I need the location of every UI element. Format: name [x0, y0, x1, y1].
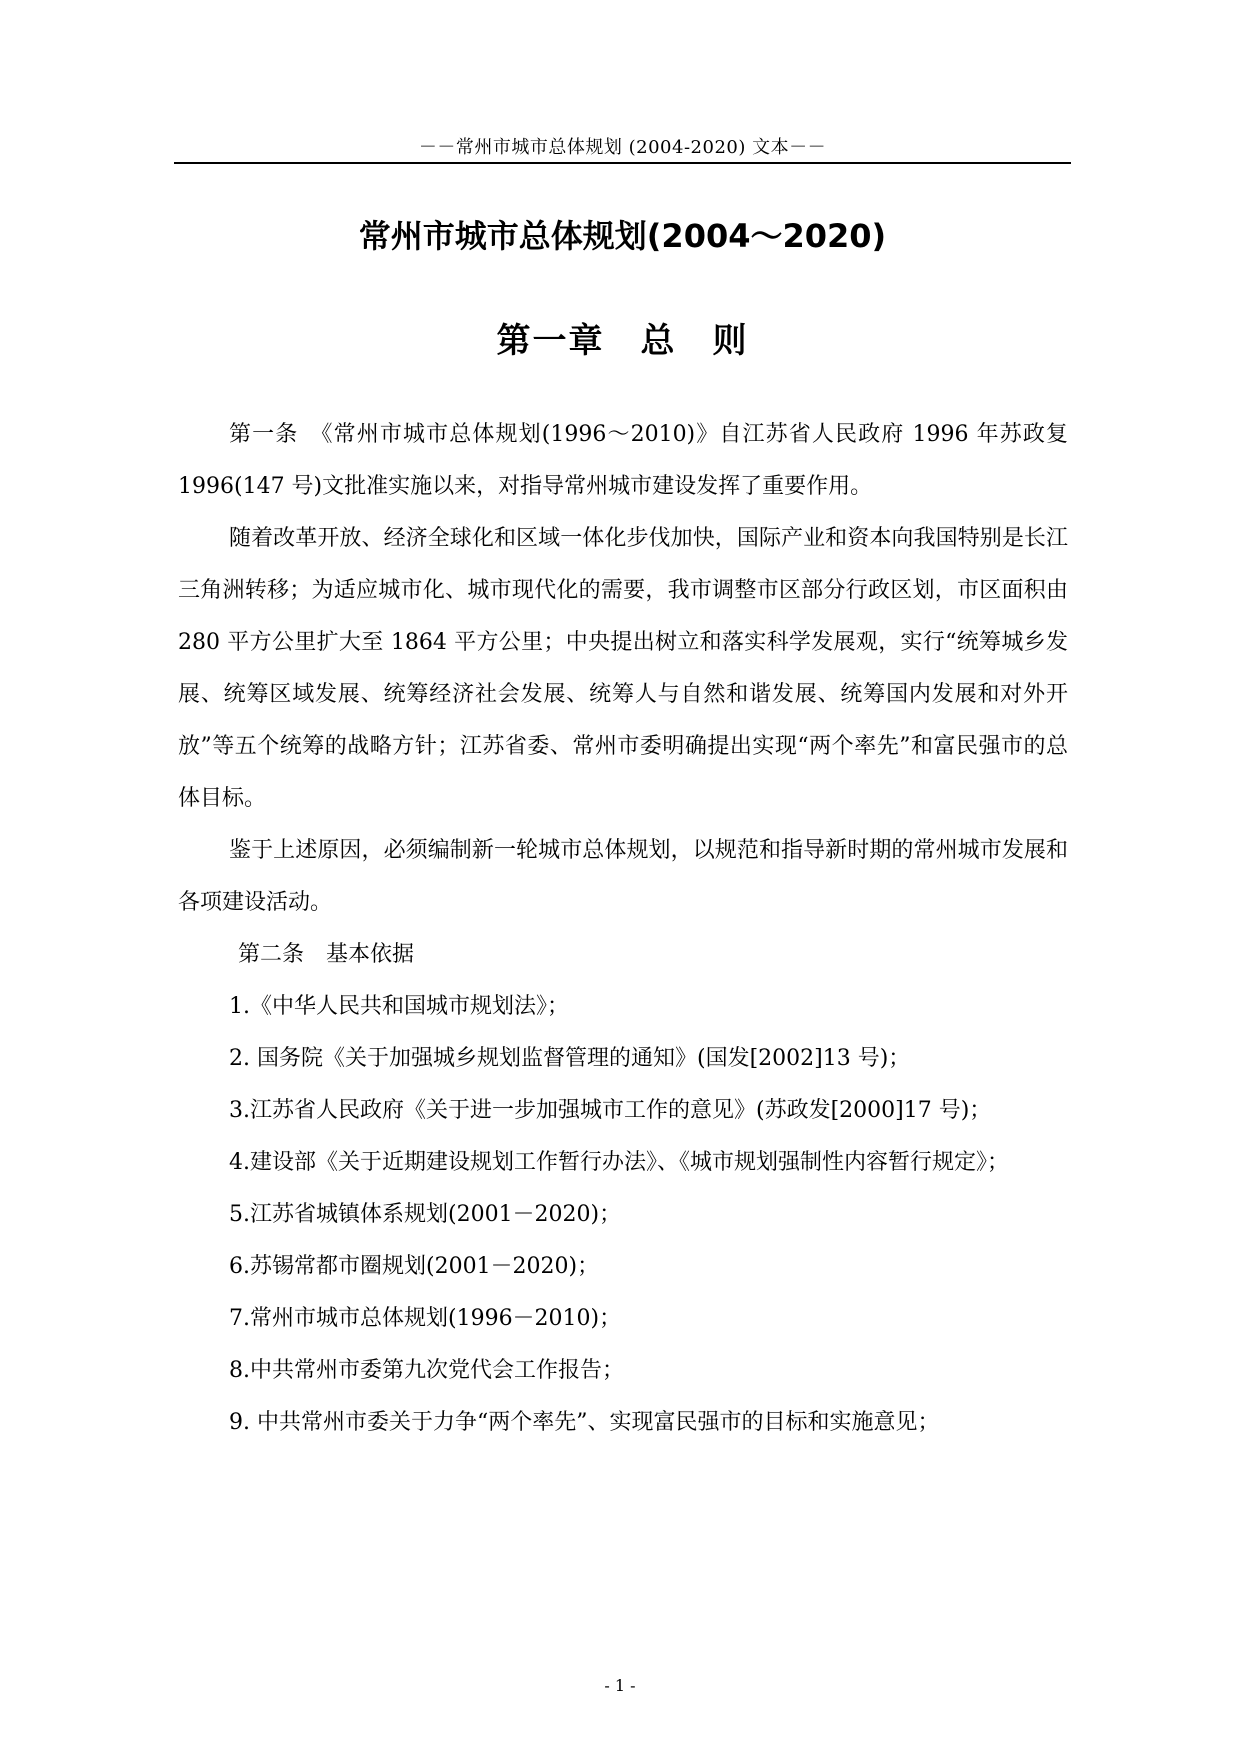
article-1-paragraph: 第一条 《常州市城市总体规划(1996～2010)》自江苏省人民政府 1996 年苏政复 1996(147 号)文批准实施以来，对指导常州城市建设发挥了重要作用。 [178, 422, 1068, 499]
basis-item: 5.江苏省城镇体系规划(2001－2020)； [229, 1202, 622, 1227]
background-paragraph: 随着改革开放、经济全球化和区域一体化步伐加快，国际产业和资本向我国特别是长江三角洲转移；为适应城市化、城市现代化的需要，我市调整市区部分行政区划，市区面积由 280 平方公里扩大至 1864 平方公里；中央提出树立和落实科学发展观，实行“统筹城乡发展、统筹区域发展、统筹经济社会发展、统筹人与自然和谐发展、统筹国内发展和对外开放”等五个统筹的战略方针；江苏省委、常州市委明确提出实现“两个率先”和富民强市的总体目标。 [178, 526, 1068, 811]
basis-item: 2. 国务院《关于加强城乡规划监督管理的通知》(国发[2002]13 号)； [229, 1046, 911, 1071]
basis-item: 8.中共常州市委第九次党代会工作报告； [229, 1358, 624, 1383]
chapter-title: 第一章 总 则 [496, 321, 749, 361]
document-body [178, 409, 1068, 1449]
document-title: 常州市城市总体规划(2004～2020) [358, 217, 887, 255]
header-divider [174, 162, 1071, 164]
article-2-heading: 第二条 基本依据 [238, 942, 415, 967]
running-header: －－常州市城市总体规划 (2004-2020) 文本－－ [418, 137, 827, 158]
basis-item: 7.常州市城市总体规划(1996－2010)； [229, 1306, 622, 1331]
basis-item: 1.《中华人民共和国城市规划法》； [229, 994, 569, 1019]
basis-item: 3.江苏省人民政府《关于进一步加强城市工作的意见》(苏政发[2000]17 号)； [229, 1098, 992, 1123]
basis-item: 9. 中共常州市委关于力争“两个率先”、实现富民强市的目标和实施意见； [229, 1410, 940, 1435]
basis-item: 4.建设部《关于近期建设规划工作暂行办法》、《城市规划强制性内容暂行规定》； [229, 1150, 1009, 1175]
page-number: - 1 - [604, 1676, 636, 1695]
purpose-paragraph: 鉴于上述原因，必须编制新一轮城市总体规划，以规范和指导新时期的常州城市发展和各项建设活动。 [178, 838, 1068, 915]
basis-item: 6.苏锡常都市圈规划(2001－2020)； [229, 1254, 600, 1279]
